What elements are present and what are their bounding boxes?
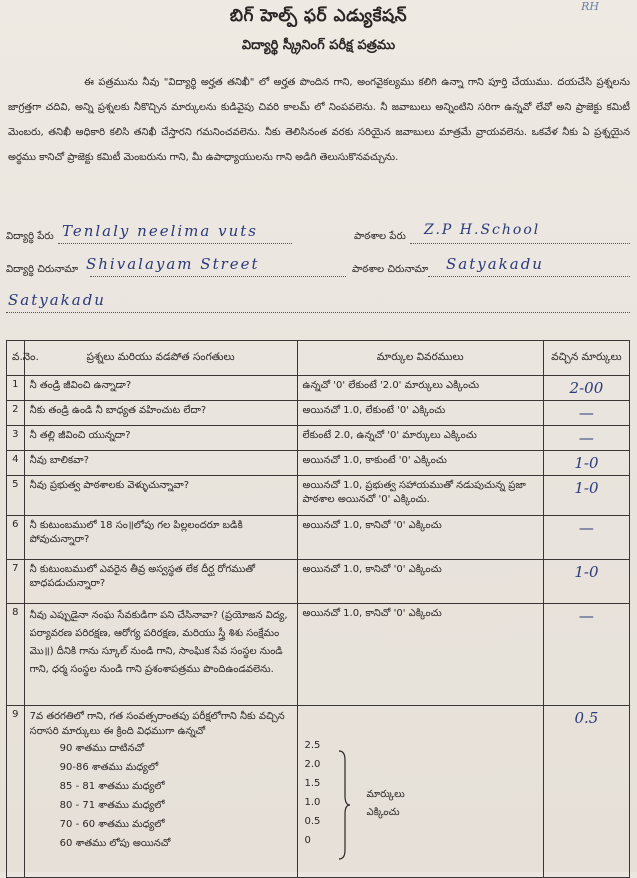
- corner-mark: RH: [581, 0, 599, 13]
- row-marks-detail: అయినచో 1.0, కానిచో '0' ఎక్కించు: [297, 604, 543, 706]
- marks-scale: [303, 740, 538, 874]
- row9-item: 90 శాతము దాటినచో: [59, 743, 145, 754]
- student-address-label: విద్యార్థి చిరునామా: [6, 264, 79, 275]
- row-serial: 9: [7, 706, 25, 878]
- row-marks-detail: అయినచో 1.0, కానిచో '0' ఎక్కించు: [297, 516, 543, 560]
- table-row: [7, 476, 630, 516]
- table-header-row: [7, 341, 630, 376]
- row9-item: 85 - 81 శాతము మధ్యలో: [59, 781, 165, 792]
- row-question: నీవు బాలికవా?: [24, 451, 297, 476]
- scale-value: 0.5: [304, 816, 321, 827]
- row-marks-obtained[interactable]: —: [543, 401, 629, 426]
- row-marks-detail: అయినచో 1.0, కాకుంటే '0' ఎక్కించు: [297, 451, 543, 476]
- student-name-value[interactable]: Tenlaly neelima vuts: [62, 222, 258, 240]
- row-question: నీ కుటుంబములో ఎవరైన తీవ్ర అస్వస్థత లేక దీర్ఘ రోగముతో బాధపడుచున్నారా?: [24, 560, 297, 604]
- header-question: ప్రశ్నలు మరియు వడపోత సంగతులు: [24, 341, 297, 376]
- table-row: [7, 376, 630, 401]
- row9-item: 60 శాతము లోపు అయినచో: [59, 838, 171, 849]
- student-address-value-2[interactable]: Satyakadu: [8, 291, 106, 309]
- school-address-value[interactable]: Satyakadu: [446, 255, 544, 273]
- row-serial: 3: [7, 426, 25, 451]
- row-marks-obtained[interactable]: —: [543, 604, 629, 706]
- student-address-value[interactable]: Shivalayam Street: [86, 255, 260, 273]
- row-question: నీ తండ్రి జీవించి ఉన్నాడా?: [24, 376, 297, 401]
- scale-value: 2.0: [304, 759, 321, 770]
- scale-text-line-1: మార్కులు: [366, 789, 405, 800]
- header-marks-detail: మార్కుల వివరములు: [297, 341, 543, 376]
- row-marks-detail: అయినచో 1.0, లేకుంటే '0' ఎక్కించు: [297, 401, 543, 426]
- row-serial: 7: [7, 560, 25, 604]
- row-marks-detail: [297, 706, 543, 878]
- page-subtitle: విద్యార్థి స్క్రీనింగ్ పరీక్ష పత్రము: [241, 38, 396, 53]
- header-serial: వ.నెం.: [7, 341, 25, 376]
- row-marks-detail: అయినచో 1.0, ప్రభుత్వ సహాయముతో నడుపుచున్న ప్రజా పాఠశాల అయినచో '0' ఎక్కించు.: [297, 476, 543, 516]
- student-name-line: [58, 243, 292, 244]
- row9-item: 80 - 71 శాతము మధ్యలో: [59, 800, 165, 811]
- scale-instruction: [367, 786, 405, 822]
- row9-item: 70 - 60 శాతము మధ్యలో: [59, 819, 165, 830]
- table-row: [7, 401, 630, 426]
- header-marks-obtained: వచ్చిన మార్కులు: [543, 341, 629, 376]
- row-serial: 2: [7, 401, 25, 426]
- row-marks-detail: లేకుంటే 2.0, ఉన్నచో '0' మార్కులు ఎక్కించు: [297, 426, 543, 451]
- table-row: [7, 560, 630, 604]
- row-marks-obtained[interactable]: —: [543, 426, 629, 451]
- row-question: నీవు ఎప్పుడైనా నంఘ సేవకుడిగా పని చేసినావా? (ప్రయోజన విద్య, పర్యావరణ పరిరక్షణ, ఆరోగ్య పరిరక్షణ, మరియు స్త్రీ శిశు సంక్షేమం మొ॥) దీనికి గాను స్కూల్ నుండి గాని, సాంఘిక సేవ సంస్థల నుండి గాని, ధర్మ సంస్థల నుండి గాని ప్రశంశాపత్రము పొందిఉండవలెను.: [24, 604, 297, 706]
- scale-value: 1.5: [304, 778, 321, 789]
- school-address-label: పాఠశాల చిరునామా: [352, 264, 429, 275]
- row-marks-detail: ఉన్నచో '0' లేకుంటే '2.0' మార్కులు ఎక్కించు: [297, 376, 543, 401]
- scale-text-line-2: ఎక్కించు: [366, 807, 400, 818]
- scale-value: 2.5: [304, 740, 321, 751]
- row-question: నీ తల్లి జీవించి యున్నదా?: [24, 426, 297, 451]
- row-question: [24, 706, 297, 878]
- table-row: [7, 426, 630, 451]
- school-name-line: [410, 243, 630, 244]
- row-question: నీవు ప్రభుత్వ పాఠశాలకు వెళ్ళుచున్నావా?: [24, 476, 297, 516]
- table-row-marks-average: [7, 706, 630, 878]
- row-serial: 6: [7, 516, 25, 560]
- row-serial: 1: [7, 376, 25, 401]
- row-marks-detail: అయినచో 1.0, కానిచో '0' ఎక్కించు: [297, 560, 543, 604]
- row-marks-obtained[interactable]: 1-0: [543, 476, 629, 516]
- instructions: [8, 70, 630, 170]
- row-serial: 5: [7, 476, 25, 516]
- student-name-label: విద్యార్థి పేరు: [6, 231, 54, 242]
- row9-item: 90-86 శాతము మధ్యలో: [59, 762, 159, 773]
- row-marks-obtained[interactable]: —: [543, 516, 629, 560]
- row-serial: 4: [7, 451, 25, 476]
- row-serial: 8: [7, 604, 25, 706]
- address-line-2: [6, 312, 630, 313]
- row-marks-obtained[interactable]: 1-0: [543, 560, 629, 604]
- student-address-line: [90, 276, 346, 277]
- row-question: నీ కుటుంబములో 18 సం॥లోపు గల పిల్లలందరూ బడికి పోవుచున్నారా?: [24, 516, 297, 560]
- table-row: [7, 451, 630, 476]
- scale-value: 1.0: [304, 797, 321, 808]
- table-row: [7, 604, 630, 706]
- row-question: నీకు తండ్రి ఉండి నీ బాధ్యత వహించుట లేదా?: [24, 401, 297, 426]
- instructions-text: ఈ పత్రమును నీవు "విద్యార్థి అర్హత తనిఖీ" లో అర్హత పొందిన గాని, అంగవైకల్యము కలిగి ఉన్నా గాని పూర్తి చేయుము. దయచేసి ప్రశ్నలను జాగ్రత్తగా చదివి, అన్ని ప్రశ్నలకు నీకొచ్చిన మార్కులను కుడివైపు చివరి కాలమ్ లో నింపవలెను. నీ జవాబులు అన్నింటిని సరిగా ఉన్నవో లేవో అని ప్రాజెక్టు కమిటీ మెంబరు, తనిఖీ అధికారి కలిసి తనిఖీ చేస్తారని గమనించవలెను. నీకు తెలిసినంత వరకు సరియైన జవాబులు మాత్రమే వ్రాయవలెను. ఒకవేళ నీకు ఏ ప్రశ్నయైన అర్థము కానిచో ప్రాజెక్టు కమిటీ మెంబరును గాని, మీ ఉపాధ్యాయులను గాని అడిగి తెలుసుకొనవచ్చును.: [8, 77, 630, 163]
- row-marks-obtained[interactable]: 0.5: [543, 706, 629, 878]
- screening-table: [6, 340, 630, 878]
- brace-icon: [337, 750, 351, 860]
- scale-value: 0: [304, 835, 311, 846]
- row9-question-text: 7వ తరగతిలో గాని, గత సంవత్సరాంతపు పరీక్షలోగాని నీకు వచ్చిన సరాసరి మార్కులు ఈ క్రింది విధముగా ఉన్నచో: [29, 711, 285, 737]
- table-row: [7, 516, 630, 560]
- school-name-value[interactable]: Z.P H.School: [424, 222, 541, 238]
- page-title: బిగ్ హెల్ప్ ఫర్ ఎడ్యుకేషన్: [229, 6, 408, 26]
- school-name-label: పాఠశాల పేరు: [354, 231, 406, 242]
- row-marks-obtained[interactable]: 1-0: [543, 451, 629, 476]
- row-marks-obtained[interactable]: 2-00: [543, 376, 629, 401]
- school-address-line: [428, 276, 630, 277]
